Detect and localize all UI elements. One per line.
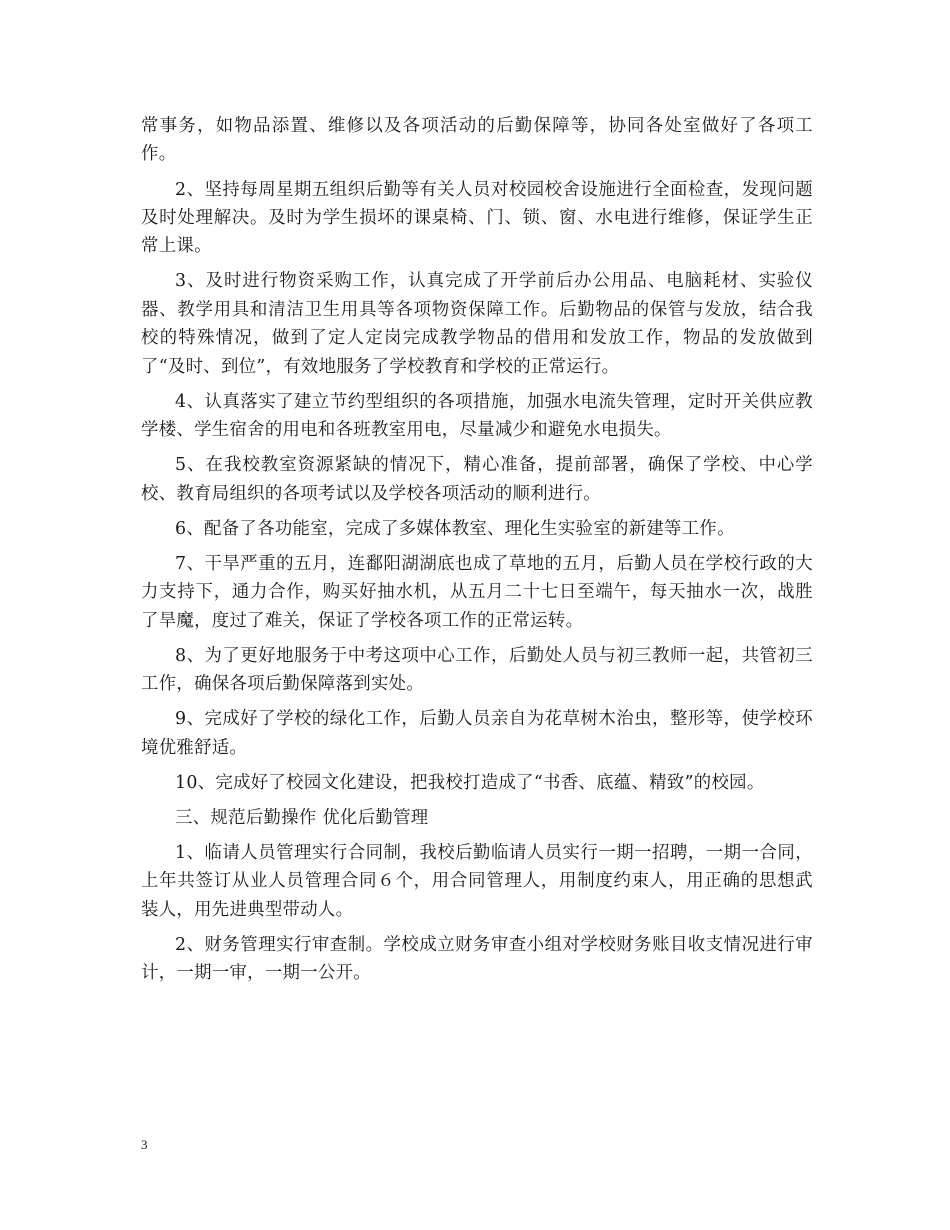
paragraph-section3-item-2: 2、财务管理实行审查制。学校成立财务审查小组对学校财务账目收支情况进行审计，一期一审，一期一公开。 [141, 934, 813, 984]
paragraph-item-6: 6、配备了各功能室，完成了多媒体教室、理化生实验室的新建等工作。 [175, 518, 735, 539]
page-number: 3 [141, 1137, 148, 1152]
paragraph-item-10: 10、完成好了校园文化建设，把我校打造成了“书香、底蕴、精致”的校园。 [175, 772, 765, 793]
document-body [141, 112, 813, 994]
section-heading: 三、规范后勤操作 优化后勤管理 [175, 807, 429, 828]
paragraph-item-5: 5、在我校教室资源紧缺的情况下，精心准备，提前部署，确保了学校、中心学校、教育局组织的各项考试以及学校各项活动的顺利进行。 [141, 455, 813, 504]
paragraph-item-3: 3、及时进行物资采购工作，认真完成了开学前后办公用品、电脑耗材、实验仪器、教学用具和清洁卫生用具等各项物资保障工作。后勤物品的保管与发放，结合我校的特殊情况，做到了定人定岗完成教学物品的借用和发放工作，物品的发放做到了“及时、到位”，有效地服务了学校教育和学校的正常运行。 [141, 271, 813, 377]
paragraph-item-9: 9、完成好了学校的绿化工作，后勤人员亲自为花草树木治虫，整形等，使学校环境优雅舒适。 [141, 709, 813, 758]
paragraph-item-7: 7、干旱严重的五月，连鄱阳湖湖底也成了草地的五月，后勤人员在学校行政的大力支持下，通力合作，购买好抽水机，从五月二十七日至端午，每天抽水一次，战胜了旱魔，度过了难关，保证了学校各项工作的正常运转。 [141, 553, 813, 631]
paragraph-continuation: 常事务，如物品添置、维修以及各项活动的后勤保障等，协同各处室做好了各项工作。 [141, 116, 813, 165]
paragraph-section3-item-1: 1、临请人员管理实行合同制，我校后勤临请人员实行一期一招聘，一期一合同，上年共签订从业人员管理合同６个，用合同管理人，用制度约束人，用正确的思想武装人，用先进典型带动人。 [141, 842, 813, 920]
paragraph-item-2: 2、坚持每周星期五组织后勤等有关人员对校园校舍设施进行全面检查，发现问题及时处理解决。及时为学生损坏的课桌椅、门、锁、窗、水电进行维修，保证学生正常上课。 [141, 179, 813, 257]
paragraph-item-8: 8、为了更好地服务于中考这项中心工作，后勤处人员与初三教师一起，共管初三工作，确保各项后勤保障落到实处。 [141, 645, 813, 695]
paragraph-item-4: 4、认真落实了建立节约型组织的各项措施，加强水电流失管理，定时开关供应教学楼、学生宿舍的用电和各班教室用电，尽量减少和避免水电损失。 [141, 391, 813, 441]
